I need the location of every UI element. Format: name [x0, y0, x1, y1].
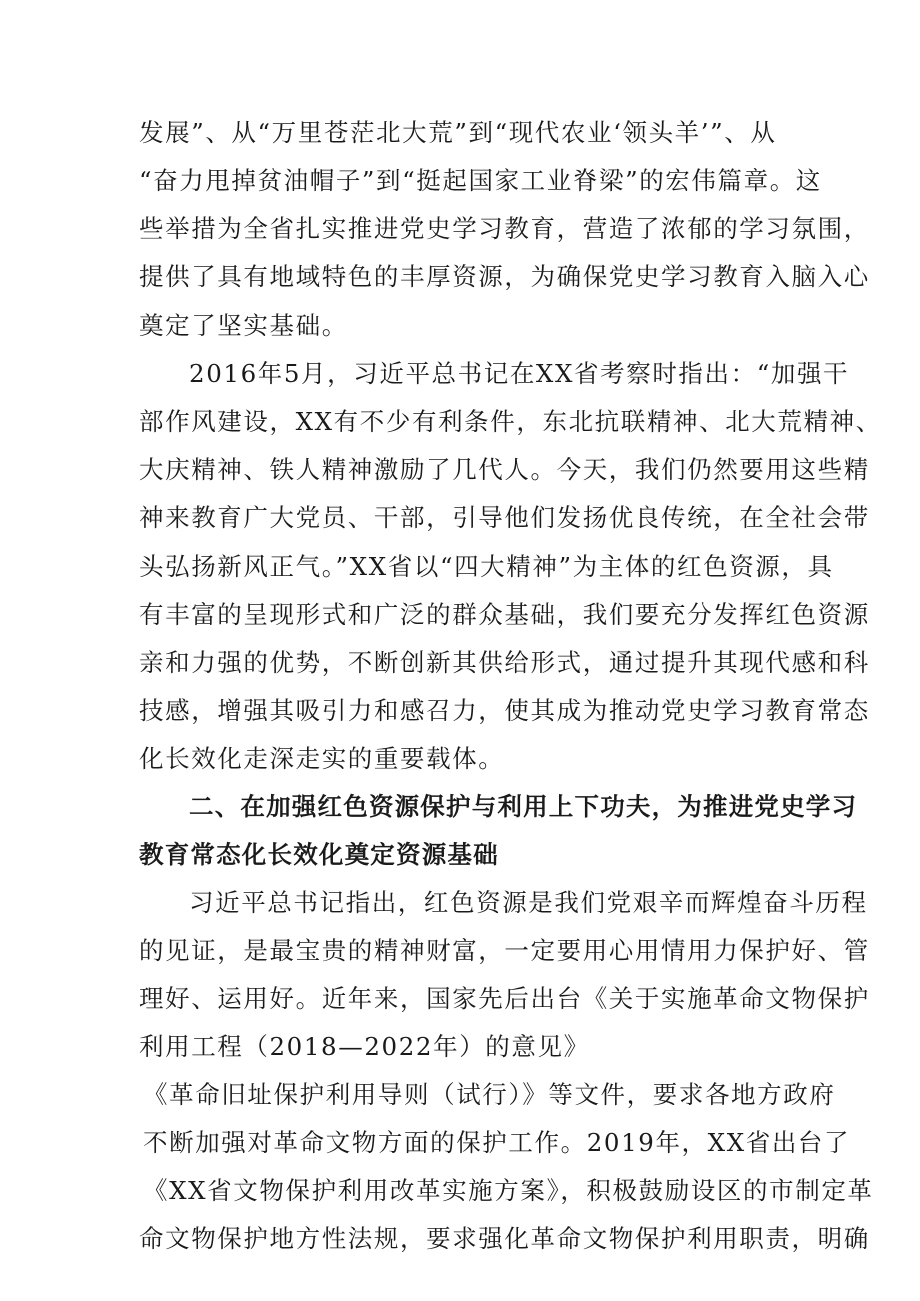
text-line: 的见证，是最宝贵的精神财富，一定要用心用情用力保护好、管	[139, 936, 870, 965]
text-line: 些举措为全省扎实推进党史学习教育，营造了浓郁的学习氛围，	[139, 214, 870, 243]
text-line: 神来教育广大党员、干部，引导他们发扬优良传统，在全社会带	[139, 503, 870, 532]
text-line: “奋力甩掉贫油帽子”到“挺起国家工业脊梁”的宏伟篇章。这	[139, 166, 822, 195]
text-line: 发展”、从“万里苍茫北大荒”到“现代农业‘领头羊’”、从	[139, 118, 777, 147]
paragraph-first-line: 习近平总书记指出，红色资源是我们党艰辛而辉煌奋斗历程	[189, 888, 868, 917]
text-line: 亲和力强的优势，不断创新其供给形式，通过提升其现代感和科	[139, 648, 870, 677]
text-line: 命文物保护地方性法规，要求强化革命文物保护利用职责，明确	[139, 1224, 870, 1253]
text-line: 奠定了坚实基础。	[139, 311, 348, 340]
section-heading-continued: 教育常态化长效化奠定资源基础	[139, 840, 499, 869]
paragraph-first-line: 2016年5月，习近平总书记在XX省考察时指出：“加强干	[189, 359, 850, 388]
text-line: 理好、运用好。近年来，国家先后出台《关于实施革命文物保护	[139, 984, 870, 1013]
text-line: 部作风建设，XX有不少有利条件，东北抗联精神、北大荒精神、	[139, 407, 882, 436]
text-line: 头弘扬新风正气。”XX省以“四大精神”为主体的红色资源，具	[139, 552, 834, 581]
text-line: 大庆精神、铁人精神激励了几代人。今天，我们仍然要用这些精	[139, 455, 870, 484]
text-line: 《XX省文物保护利用改革实施方案》，积极鼓励设区的市制定革	[143, 1176, 874, 1205]
text-line: 提供了具有地域特色的丰厚资源，为确保党史学习教育入脑入心	[139, 262, 870, 291]
text-line: 化长效化走深走实的重要载体。	[139, 744, 505, 773]
text-line: 《革命旧址保护利用导则（试行）》等文件，要求各地方政府	[143, 1080, 836, 1109]
text-line: 利用工程（2018—2022年）的意见》	[139, 1032, 590, 1061]
text-line: 有丰富的呈现形式和广泛的群众基础，我们要充分发挥红色资源	[139, 600, 870, 629]
text-line: 技感，增强其吸引力和感召力，使其成为推动党史学习教育常态	[139, 696, 870, 725]
section-heading: 二、在加强红色资源保护与利用上下功夫，为推进党史学习	[189, 792, 858, 821]
text-line: 不断加强对革命文物方面的保护工作。2019年，XX省出台了	[143, 1128, 851, 1157]
